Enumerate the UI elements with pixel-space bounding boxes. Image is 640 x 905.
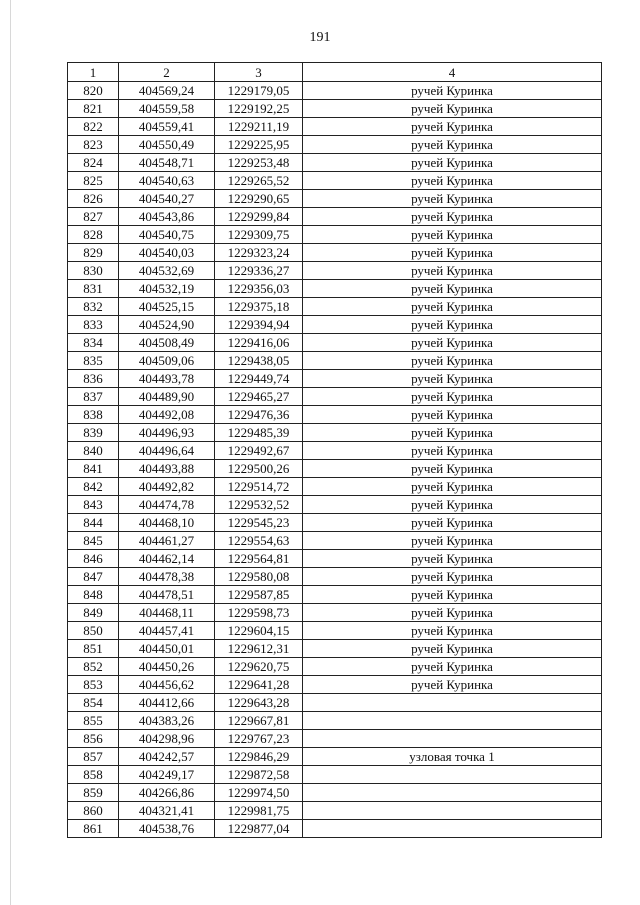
table-row	[68, 460, 602, 478]
point-number-cell: 830	[68, 262, 119, 280]
y-coordinate-cell: 1229587,85	[215, 586, 303, 604]
table-row	[68, 280, 602, 298]
x-coordinate-cell: 404543,86	[119, 208, 215, 226]
y-coordinate-cell: 1229604,15	[215, 622, 303, 640]
x-coordinate-cell: 404457,41	[119, 622, 215, 640]
table-row	[68, 100, 602, 118]
header-col-1: 1	[68, 63, 119, 82]
header-col-4: 4	[303, 63, 602, 82]
page-number: 191	[309, 30, 331, 45]
description-cell: ручей Куринка	[303, 622, 602, 640]
description-cell: ручей Куринка	[303, 658, 602, 676]
y-coordinate-cell: 1229394,94	[215, 316, 303, 334]
table-row	[68, 640, 602, 658]
point-number-cell: 837	[68, 388, 119, 406]
x-coordinate-cell: 404540,03	[119, 244, 215, 262]
point-number-cell: 841	[68, 460, 119, 478]
point-number-cell: 825	[68, 172, 119, 190]
table-row	[68, 748, 602, 766]
y-coordinate-cell: 1229465,27	[215, 388, 303, 406]
x-coordinate-cell: 404468,11	[119, 604, 215, 622]
table-row	[68, 658, 602, 676]
description-cell	[303, 730, 602, 748]
table-row	[68, 298, 602, 316]
point-number-cell: 853	[68, 676, 119, 694]
description-cell: ручей Куринка	[303, 388, 602, 406]
point-number-cell: 840	[68, 442, 119, 460]
x-coordinate-cell: 404493,88	[119, 460, 215, 478]
y-coordinate-cell: 1229449,74	[215, 370, 303, 388]
point-number-cell: 824	[68, 154, 119, 172]
point-number-cell: 851	[68, 640, 119, 658]
y-coordinate-cell: 1229485,39	[215, 424, 303, 442]
y-coordinate-cell: 1229514,72	[215, 478, 303, 496]
point-number-cell: 859	[68, 784, 119, 802]
header-col-2: 2	[119, 63, 215, 82]
table-row	[68, 424, 602, 442]
x-coordinate-cell: 404321,41	[119, 802, 215, 820]
point-number-cell: 821	[68, 100, 119, 118]
y-coordinate-cell: 1229225,95	[215, 136, 303, 154]
y-coordinate-cell: 1229492,67	[215, 442, 303, 460]
table-row	[68, 586, 602, 604]
point-number-cell: 845	[68, 532, 119, 550]
table-row	[68, 154, 602, 172]
x-coordinate-cell: 404492,82	[119, 478, 215, 496]
y-coordinate-cell: 1229872,58	[215, 766, 303, 784]
y-coordinate-cell: 1229375,18	[215, 298, 303, 316]
description-cell: ручей Куринка	[303, 280, 602, 298]
point-number-cell: 858	[68, 766, 119, 784]
point-number-cell: 826	[68, 190, 119, 208]
table-row	[68, 82, 602, 100]
table-row	[68, 712, 602, 730]
description-cell	[303, 784, 602, 802]
x-coordinate-cell: 404298,96	[119, 730, 215, 748]
description-cell: ручей Куринка	[303, 334, 602, 352]
point-number-cell: 846	[68, 550, 119, 568]
x-coordinate-cell: 404242,57	[119, 748, 215, 766]
x-coordinate-cell: 404559,58	[119, 100, 215, 118]
x-coordinate-cell: 404540,63	[119, 172, 215, 190]
y-coordinate-cell: 1229179,05	[215, 82, 303, 100]
description-cell	[303, 820, 602, 838]
point-number-cell: 838	[68, 406, 119, 424]
description-cell: ручей Куринка	[303, 82, 602, 100]
point-number-cell: 848	[68, 586, 119, 604]
description-cell: ручей Куринка	[303, 316, 602, 334]
description-cell: ручей Куринка	[303, 550, 602, 568]
description-cell: ручей Куринка	[303, 208, 602, 226]
table-row	[68, 370, 602, 388]
table-row	[68, 784, 602, 802]
y-coordinate-cell: 1229356,03	[215, 280, 303, 298]
description-cell: ручей Куринка	[303, 298, 602, 316]
table-row	[68, 496, 602, 514]
y-coordinate-cell: 1229643,28	[215, 694, 303, 712]
y-coordinate-cell: 1229253,48	[215, 154, 303, 172]
point-number-cell: 834	[68, 334, 119, 352]
y-coordinate-cell: 1229564,81	[215, 550, 303, 568]
point-number-cell: 839	[68, 424, 119, 442]
table-row	[68, 676, 602, 694]
table-row	[68, 820, 602, 838]
y-coordinate-cell: 1229309,75	[215, 226, 303, 244]
description-cell: ручей Куринка	[303, 136, 602, 154]
point-number-cell: 847	[68, 568, 119, 586]
description-cell: ручей Куринка	[303, 460, 602, 478]
point-number-cell: 857	[68, 748, 119, 766]
point-number-cell: 854	[68, 694, 119, 712]
description-cell: ручей Куринка	[303, 370, 602, 388]
table-row	[68, 316, 602, 334]
table-row	[68, 244, 602, 262]
y-coordinate-cell: 1229554,63	[215, 532, 303, 550]
x-coordinate-cell: 404538,76	[119, 820, 215, 838]
point-number-cell: 832	[68, 298, 119, 316]
x-coordinate-cell: 404569,24	[119, 82, 215, 100]
table-row	[68, 118, 602, 136]
point-number-cell: 829	[68, 244, 119, 262]
description-cell: ручей Куринка	[303, 442, 602, 460]
table-row	[68, 694, 602, 712]
table-row	[68, 190, 602, 208]
description-cell: ручей Куринка	[303, 496, 602, 514]
description-cell: ручей Куринка	[303, 478, 602, 496]
point-number-cell: 828	[68, 226, 119, 244]
table-row	[68, 352, 602, 370]
coordinates-table	[67, 62, 602, 838]
y-coordinate-cell: 1229500,26	[215, 460, 303, 478]
table-row	[68, 442, 602, 460]
point-number-cell: 843	[68, 496, 119, 514]
point-number-cell: 820	[68, 82, 119, 100]
x-coordinate-cell: 404450,26	[119, 658, 215, 676]
y-coordinate-cell: 1229598,73	[215, 604, 303, 622]
y-coordinate-cell: 1229416,06	[215, 334, 303, 352]
point-number-cell: 860	[68, 802, 119, 820]
x-coordinate-cell: 404456,62	[119, 676, 215, 694]
description-cell: ручей Куринка	[303, 424, 602, 442]
x-coordinate-cell: 404508,49	[119, 334, 215, 352]
table-row	[68, 226, 602, 244]
table-row	[68, 550, 602, 568]
x-coordinate-cell: 404550,49	[119, 136, 215, 154]
description-cell: ручей Куринка	[303, 586, 602, 604]
x-coordinate-cell: 404478,51	[119, 586, 215, 604]
x-coordinate-cell: 404532,69	[119, 262, 215, 280]
x-coordinate-cell: 404492,08	[119, 406, 215, 424]
table-row	[68, 388, 602, 406]
x-coordinate-cell: 404496,64	[119, 442, 215, 460]
table-row	[68, 208, 602, 226]
x-coordinate-cell: 404266,86	[119, 784, 215, 802]
x-coordinate-cell: 404468,10	[119, 514, 215, 532]
x-coordinate-cell: 404559,41	[119, 118, 215, 136]
y-coordinate-cell: 1229265,52	[215, 172, 303, 190]
x-coordinate-cell: 404540,27	[119, 190, 215, 208]
y-coordinate-cell: 1229974,50	[215, 784, 303, 802]
y-coordinate-cell: 1229336,27	[215, 262, 303, 280]
description-cell: ручей Куринка	[303, 604, 602, 622]
table-header-row	[68, 63, 602, 82]
y-coordinate-cell: 1229846,29	[215, 748, 303, 766]
x-coordinate-cell: 404249,17	[119, 766, 215, 784]
x-coordinate-cell: 404548,71	[119, 154, 215, 172]
x-coordinate-cell: 404478,38	[119, 568, 215, 586]
y-coordinate-cell: 1229667,81	[215, 712, 303, 730]
x-coordinate-cell: 404493,78	[119, 370, 215, 388]
y-coordinate-cell: 1229290,65	[215, 190, 303, 208]
x-coordinate-cell: 404450,01	[119, 640, 215, 658]
table-row	[68, 802, 602, 820]
point-number-cell: 823	[68, 136, 119, 154]
point-number-cell: 822	[68, 118, 119, 136]
description-cell: ручей Куринка	[303, 568, 602, 586]
table-row	[68, 334, 602, 352]
y-coordinate-cell: 1229620,75	[215, 658, 303, 676]
point-number-cell: 844	[68, 514, 119, 532]
y-coordinate-cell: 1229476,36	[215, 406, 303, 424]
y-coordinate-cell: 1229580,08	[215, 568, 303, 586]
description-cell: ручей Куринка	[303, 406, 602, 424]
point-number-cell: 842	[68, 478, 119, 496]
scan-edge-line	[10, 0, 11, 905]
point-number-cell: 835	[68, 352, 119, 370]
x-coordinate-cell: 404383,26	[119, 712, 215, 730]
point-number-cell: 831	[68, 280, 119, 298]
description-cell	[303, 712, 602, 730]
x-coordinate-cell: 404461,27	[119, 532, 215, 550]
x-coordinate-cell: 404474,78	[119, 496, 215, 514]
table-row	[68, 766, 602, 784]
x-coordinate-cell: 404496,93	[119, 424, 215, 442]
description-cell: ручей Куринка	[303, 226, 602, 244]
y-coordinate-cell: 1229438,05	[215, 352, 303, 370]
point-number-cell: 852	[68, 658, 119, 676]
description-cell: ручей Куринка	[303, 244, 602, 262]
y-coordinate-cell: 1229211,19	[215, 118, 303, 136]
point-number-cell: 836	[68, 370, 119, 388]
header-col-3: 3	[215, 63, 303, 82]
description-cell: ручей Куринка	[303, 154, 602, 172]
description-cell	[303, 694, 602, 712]
table-row	[68, 262, 602, 280]
y-coordinate-cell: 1229612,31	[215, 640, 303, 658]
y-coordinate-cell: 1229877,04	[215, 820, 303, 838]
x-coordinate-cell: 404540,75	[119, 226, 215, 244]
description-cell: ручей Куринка	[303, 640, 602, 658]
x-coordinate-cell: 404489,90	[119, 388, 215, 406]
description-cell: ручей Куринка	[303, 514, 602, 532]
point-number-cell: 827	[68, 208, 119, 226]
description-cell: ручей Куринка	[303, 190, 602, 208]
table-row	[68, 730, 602, 748]
x-coordinate-cell: 404509,06	[119, 352, 215, 370]
y-coordinate-cell: 1229192,25	[215, 100, 303, 118]
description-cell: ручей Куринка	[303, 676, 602, 694]
y-coordinate-cell: 1229323,24	[215, 244, 303, 262]
point-number-cell: 850	[68, 622, 119, 640]
table-row	[68, 604, 602, 622]
description-cell: ручей Куринка	[303, 100, 602, 118]
table-row	[68, 622, 602, 640]
table-row	[68, 514, 602, 532]
table-row	[68, 568, 602, 586]
table-body	[68, 82, 602, 838]
table-row	[68, 532, 602, 550]
table-row	[68, 406, 602, 424]
y-coordinate-cell: 1229545,23	[215, 514, 303, 532]
y-coordinate-cell: 1229981,75	[215, 802, 303, 820]
point-number-cell: 861	[68, 820, 119, 838]
table-row	[68, 136, 602, 154]
y-coordinate-cell: 1229299,84	[215, 208, 303, 226]
description-cell	[303, 766, 602, 784]
x-coordinate-cell: 404462,14	[119, 550, 215, 568]
description-cell	[303, 802, 602, 820]
x-coordinate-cell: 404524,90	[119, 316, 215, 334]
point-number-cell: 856	[68, 730, 119, 748]
x-coordinate-cell: 404412,66	[119, 694, 215, 712]
point-number-cell: 833	[68, 316, 119, 334]
description-cell: ручей Куринка	[303, 118, 602, 136]
y-coordinate-cell: 1229767,23	[215, 730, 303, 748]
point-number-cell: 849	[68, 604, 119, 622]
y-coordinate-cell: 1229532,52	[215, 496, 303, 514]
point-number-cell: 855	[68, 712, 119, 730]
table-row	[68, 478, 602, 496]
y-coordinate-cell: 1229641,28	[215, 676, 303, 694]
description-cell: узловая точка 1	[303, 748, 602, 766]
x-coordinate-cell: 404525,15	[119, 298, 215, 316]
x-coordinate-cell: 404532,19	[119, 280, 215, 298]
description-cell: ручей Куринка	[303, 172, 602, 190]
description-cell: ручей Куринка	[303, 262, 602, 280]
table-row	[68, 172, 602, 190]
description-cell: ручей Куринка	[303, 352, 602, 370]
description-cell: ручей Куринка	[303, 532, 602, 550]
